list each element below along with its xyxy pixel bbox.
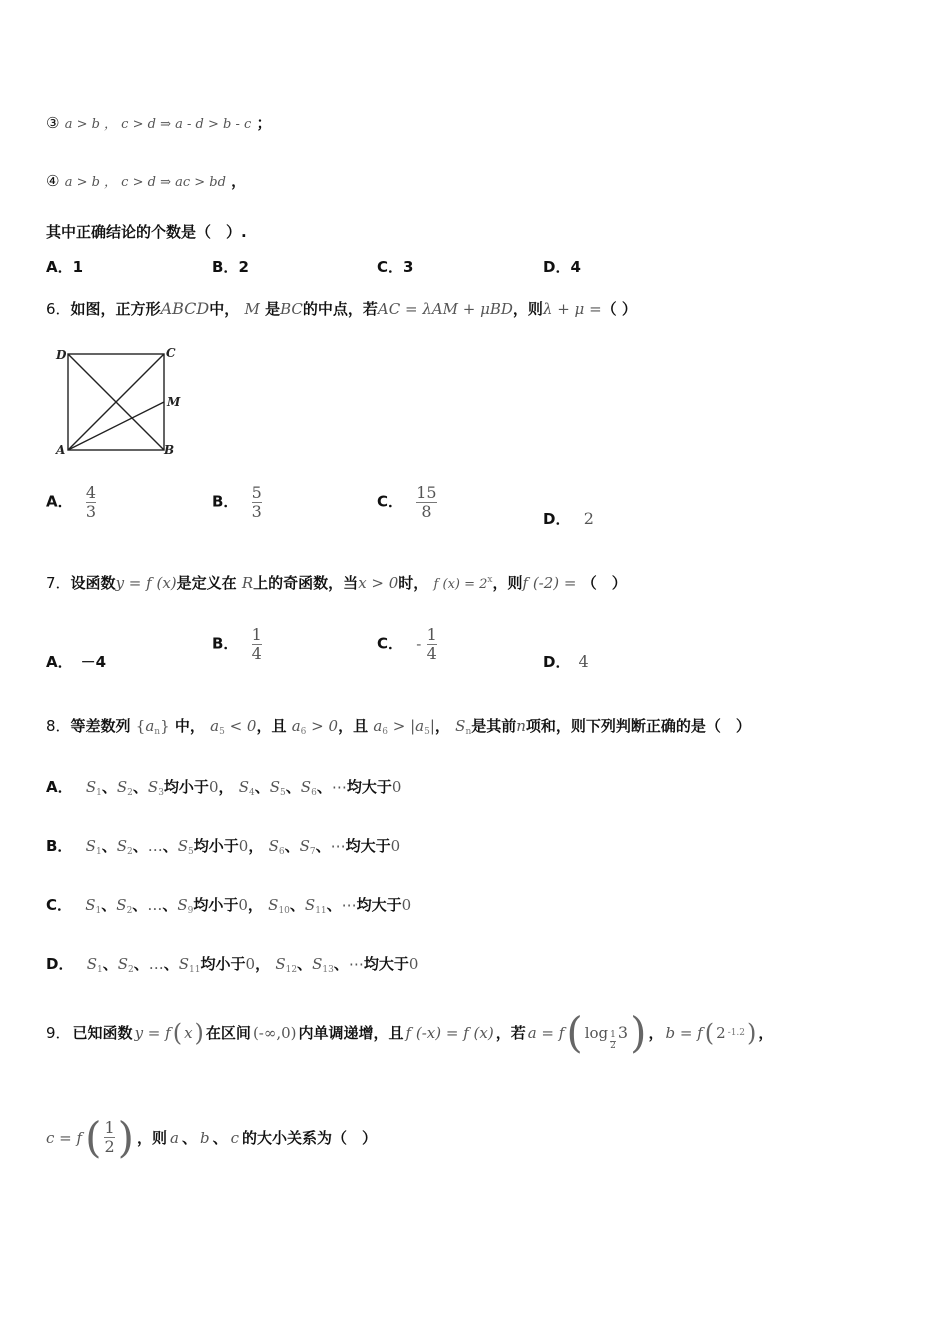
statement-3-math: a > b ， c > d ⇒ a - d > b - c <box>64 117 252 132</box>
q6-option-a[interactable]: A． $\frac{4}{3}$ <box>46 483 97 521</box>
q7-option-c[interactable]: C． - $\frac{1}{4}$ <box>377 625 437 663</box>
statement-4-math: a > b ， c > d ⇒ ac > bd <box>64 175 226 190</box>
label-a: A <box>56 443 66 457</box>
q6-option-c[interactable]: C． $\frac{15}{8}$ <box>377 483 437 521</box>
statement-3: ③ a > b ， c > d ⇒ a - d > b - c ； <box>46 114 272 132</box>
q8-stem: 8．等差数列 $\{a_n\}$ 中， $a_5 < 0$，且 $a_6 > 0$，且 $a_6 > |a_5|$， $S_n$是其前n项和，则下列判断正确的是（ ） <box>46 717 751 737</box>
q6-option-b[interactable]: B． $\frac{5}{3}$ <box>212 483 262 521</box>
q5-option-c[interactable]: C．3 <box>377 258 414 276</box>
label-m: M <box>167 395 181 409</box>
q8-option-c[interactable]: C． $S_1$、$S_2$、…、$S_9$均小于0， $S_{10}$、$S_{11}$、⋯均大于0 <box>46 896 412 916</box>
q9-stem-line2: c = f ( $\frac{1}{2}$ ) ，则 a 、 b 、 c 的大小关系为（ ） <box>46 1113 378 1162</box>
q5-option-b[interactable]: B．2 <box>212 258 249 276</box>
label-d: D <box>56 348 67 362</box>
label-b: B <box>164 443 175 457</box>
q8-option-d[interactable]: D． $S_1$、$S_2$、…、$S_{11}$均小于0， $S_{12}$、$S_{13}$、⋯均大于0 <box>46 955 419 975</box>
q9-stem: 9． 已知函数 y = f ( x ) 在区间 (-∞,0) 内单调递增，且 f (-x) = f (x) ，若 a = f ( log $\frac{1}{2}$ 3 ) ， b = f ( 2 -1.2 ) ， <box>46 1008 774 1057</box>
q6-option-d[interactable]: D． 2 <box>543 509 594 528</box>
statement-4: ④ a > b ， c > d ⇒ ac > bd ， <box>46 172 247 190</box>
q7-option-d[interactable]: D． 4 <box>543 652 589 671</box>
statement-4-mark: ④ <box>46 172 60 190</box>
q5-option-a[interactable]: A．1 <box>46 258 84 276</box>
segment-am <box>68 402 164 450</box>
q6-stem: 6．如图，正方形ABCD中， M 是BC的中点，若AC = λAM + μBD，则λ + μ =（ ） <box>46 299 637 318</box>
q8-option-a[interactable]: A． $S_1$、$S_2$、$S_3$均小于0， $S_4$、$S_5$、$S_6$、⋯均大于0 <box>46 778 402 798</box>
statement-3-mark: ③ <box>46 114 60 132</box>
q7-option-a[interactable]: A． －4 <box>46 653 107 671</box>
q7-stem: 7．设函数y = f (x)是定义在 R上的奇函数，当x > 0时， f $(x) = 2^x$，则f (-2) = （ ） <box>46 574 627 592</box>
label-c: C <box>166 346 176 360</box>
q8-option-b[interactable]: B． $S_1$、$S_2$、…、$S_5$均小于0， $S_6$、$S_7$、⋯均大于0 <box>46 837 401 857</box>
square-figure <box>54 344 184 460</box>
q5-stem: 其中正确结论的个数是（ ）. <box>46 223 247 241</box>
q7-option-b[interactable]: B． $\frac{1}{4}$ <box>212 625 262 663</box>
q5-option-d[interactable]: D．4 <box>543 258 581 276</box>
